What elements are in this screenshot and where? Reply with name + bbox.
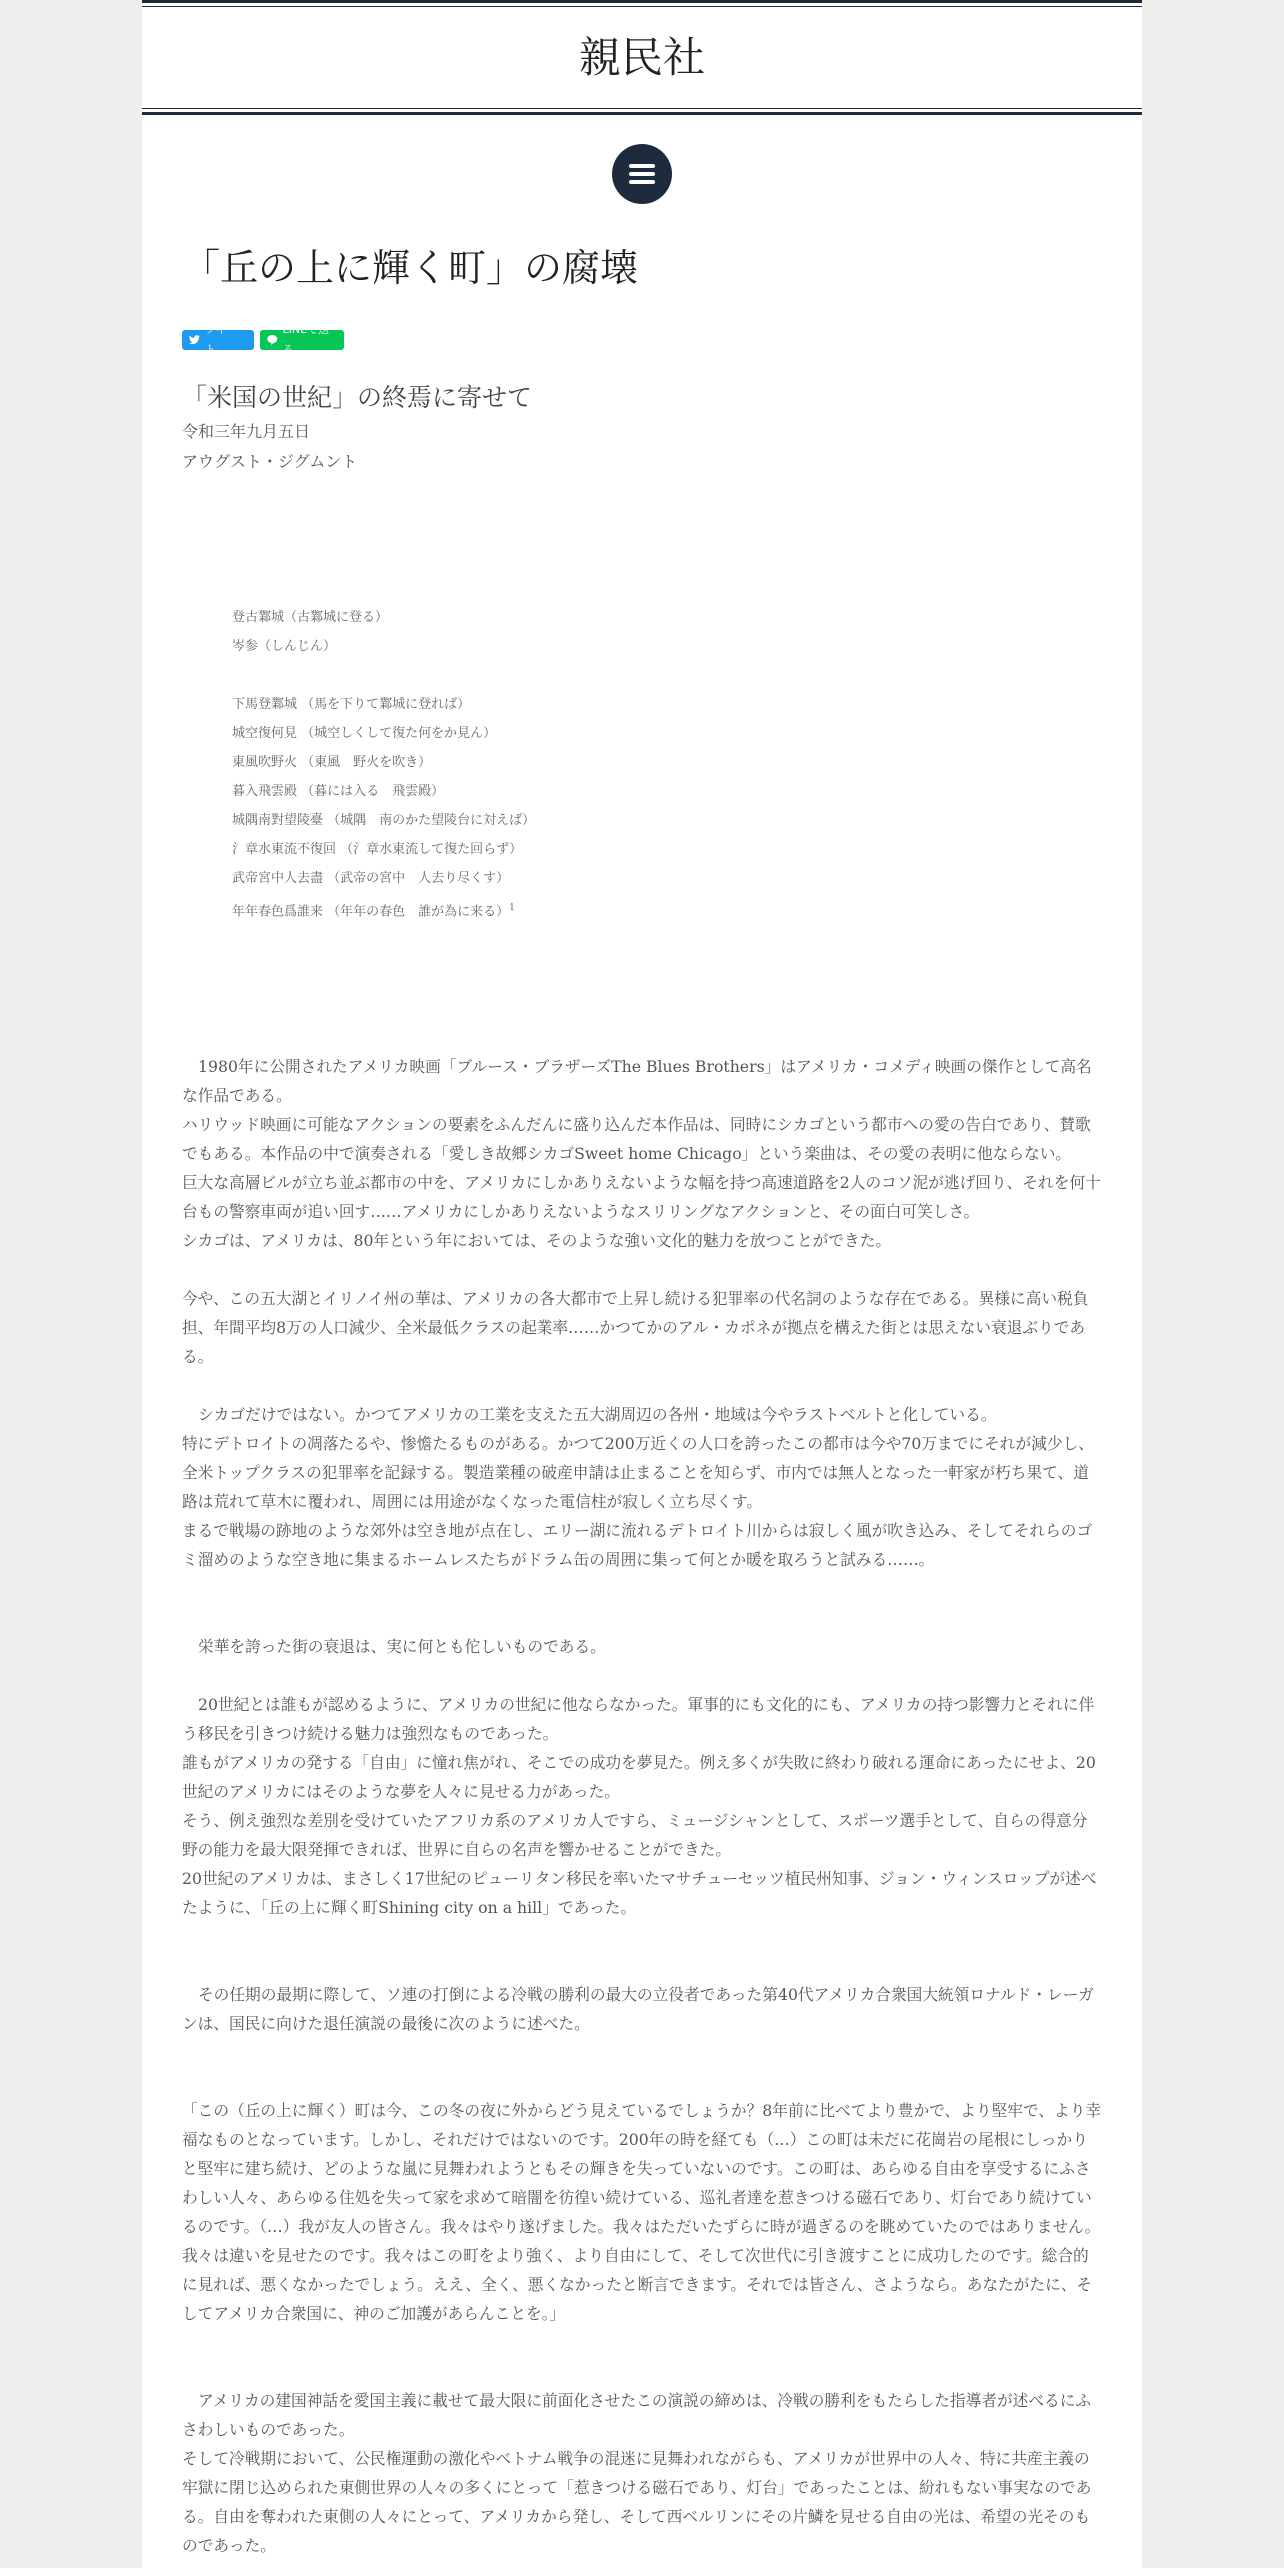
line-share-label: LINEで送る bbox=[282, 323, 330, 356]
hamburger-menu-icon-bar bbox=[629, 172, 655, 176]
site-header bbox=[142, 0, 1142, 116]
paragraph: そう、例え強烈な差別を受けていたアフリカ系のアメリカ人ですら、ミュージシャンとして、スポーツ選手として、自らの得意分野の能力を最大限発揮できれば、世界に自らの名声を響かせることができた。 bbox=[182, 1811, 1088, 1859]
site-title[interactable]: 親民社 bbox=[578, 33, 705, 82]
poem-line: 下馬登鄴城 （馬を下りて鄴城に登れば） bbox=[232, 697, 471, 712]
poem-line: 武帝宮中人去盡 （武帝の宮中 人去り尽くす） bbox=[232, 871, 510, 886]
poem-line: 岑参（しんじん） bbox=[232, 639, 337, 654]
header-bottom-rule bbox=[142, 112, 1142, 115]
poem-line: 年年春色爲誰来 （年年の春色 誰が為に来る） bbox=[232, 904, 510, 920]
paragraph: シカゴだけではない。かつてアメリカの工業を支えた五大湖周辺の各州・地域は今やラストベルトと化している。 bbox=[198, 1405, 997, 1424]
header-top-rule bbox=[142, 0, 1142, 3]
header-bottom-rule-thin bbox=[142, 108, 1142, 109]
line-chat-icon bbox=[266, 334, 279, 346]
paragraph: 巨大な高層ビルが立ち並ぶ都市の中を、アメリカにしかありえないような幅を持つ高速道路を2人のコソ泥が逃げ回り、それを何十台もの警察車両が追い回す……アメリカにしかありえないようなスリリングなアクションと、その面白可笑しさ。 bbox=[182, 1173, 1101, 1221]
article-title: 「丘の上に輝く町」の腐壊 bbox=[182, 246, 639, 290]
poem-line-last bbox=[232, 898, 515, 922]
article-date: 令和三年九月五日 bbox=[182, 422, 311, 441]
poem-line: 登古鄴城（古鄴城に登る） bbox=[232, 610, 389, 625]
tweet-label: ツイート bbox=[204, 323, 238, 356]
paragraph: 20世紀のアメリカは、まさしく17世紀のピューリタン移民を率いたマサチューセッツ植民州知事、ジョン・ウィンスロップが述べたように、「丘の上に輝く町Shining city on a hill」であった。 bbox=[182, 1869, 1097, 1917]
paragraph: そして冷戦期において、公民権運動の激化やベトナム戦争の混迷に見舞われながらも、アメリカが世界中の人々、特に共産主義の牢獄に閉じ込められた東側世界の人々の多くにとって「惹きつける磁石であり、灯台」であったことは、紛れもない事実なのである。自由を奪われた東側の人々にとって、アメリカから発し、そして西ベルリンにその片鱗を見せる自由の光は、希望の光そのものであった。 bbox=[182, 2449, 1092, 2555]
paragraph: アメリカの建国神話を愛国主義に載せて最大限に前面化させたこの演説の締めは、冷戦の勝利をもたらした指導者が述べるにふさわしいものであった。 bbox=[182, 2391, 1092, 2439]
hamburger-menu-icon bbox=[629, 164, 655, 168]
paragraph: まるで戦場の跡地のような郊外は空き地が点在し、エリー湖に流れるデトロイト川からは寂しく風が吹き込み、そしてそれらのゴミ溜めのような空き地に集まるホームレスたちがドラム缶の周囲に集って何とか暖を取ろうと試みる……。 bbox=[182, 1521, 1093, 1569]
paragraph: 誰もがアメリカの発する「自由」に憧れ焦がれ、そこでの成功を夢見た。例え多くが失敗に終わり破れる運命にあったにせよ、20世紀のアメリカにはそのような夢を人々に見せる力があった。 bbox=[182, 1753, 1096, 1801]
quote-paragraph: 「この（丘の上に輝く）町は今、この冬の夜に外からどう見えているでしょうか？8年前に比べてより豊かで、より堅牢で、より幸福なものとなっています。しかし、それだけではないのです。200年の時を経ても（…）この町は未だに花崗岩の尾根にしっかりと堅牢に建ち続け、どのような嵐に見舞われようともその輝きを失っていないのです。この町は、あらゆる自由を享受するにふさわしい人々、あらゆる住処を失って家を求めて暗闇を彷徨い続けている、巡礼者達を惹きつける磁石であり、灯台であり続けているのです。（…）我が友人の皆さん。我々はやり遂げました。我々はただいたずらに時が過ぎるのを眺めていたのではありません。我々は違いを見せたのです。我々はこの町をより強く、より自由にして、そして次世代に引き渡すことに成功したのです。総合的に見れば、悪くなかったでしょう。ええ、全く、悪くなかったと断言できます。それでは皆さん、さようなら。あなたがたに、そしてアメリカ合衆国に、神のご加護があらんことを。」 bbox=[182, 2101, 1102, 2323]
hamburger-menu-icon-bar bbox=[629, 180, 655, 184]
menu-button[interactable] bbox=[612, 144, 672, 204]
paragraph: 20世紀とは誰もが認めるように、アメリカの世紀に他ならなかった。軍事的にも文化的にも、アメリカの持つ影響力とそれに伴う移民を引きつけ続ける魅力は強烈なものであった。 bbox=[182, 1695, 1095, 1743]
poem-line: 城空復何見 （城空しくして復た何をか見ん） bbox=[232, 726, 497, 741]
paragraph: ハリウッド映画に可能なアクションの要素をふんだんに盛り込んだ本作品は、同時にシカゴという都市への愛の告白であり、賛歌でもある。本作品の中で演奏される「愛しき故郷シカゴSweet home Chicago」という楽曲は、その愛の表明に他ならない。 bbox=[182, 1115, 1091, 1163]
poem-line: 東風吹野火 （東風 野火を吹き） bbox=[232, 755, 432, 770]
tweet-button[interactable] bbox=[182, 323, 254, 356]
paragraph: 特にデトロイトの凋落たるや、惨憺たるものがある。かつて200万近くの人口を誇ったこの都市は今や70万までにそれが減少し、全米トップクラスの犯罪率を記録する。製造業種の破産申請は止まることを知らず、市内では無人となった一軒家が朽ち果て、道路は荒れて草木に覆われ、周囲には用途がなくなった電信柱が寂しく立ち尽くす。 bbox=[182, 1434, 1094, 1511]
header-top-rule-thin bbox=[142, 6, 1142, 7]
paragraph: 今や、この五大湖とイリノイ州の華は、アメリカの各大都市で上昇し続ける犯罪率の代名詞のような存在である。異様に高い税負担、年間平均8万の人口減少、全米最低クラスの起業率……かつてかのアル・カポネが拠点を構えた街とは思えない衰退ぶりである。 bbox=[182, 1289, 1089, 1366]
poem-line: 城隅南對望陵臺 （城隅 南のかた望陵台に対えば） bbox=[232, 813, 536, 828]
paragraph: シカゴは、アメリカは、80年という年においては、そのような強い文化的魅力を放つことができた。 bbox=[182, 1231, 892, 1250]
paragraph: 1980年に公開されたアメリカ映画「ブルース・ブラザーズThe Blues Brothers」はアメリカ・コメディ映画の傑作として高名な作品である。 bbox=[182, 1057, 1092, 1105]
article-subtitle: 「米国の世紀」の終焉に寄せて bbox=[182, 383, 533, 412]
paragraph: その任期の最期に際して、ソ連の打倒による冷戦の勝利の最大の立役者であった第40代アメリカ合衆国大統領ロナルド・レーガンは、国民に向けた退任演説の最後に次のように述べた。 bbox=[182, 1985, 1094, 2033]
poem-line: 暮入飛雲殿 （暮には入る 飛雲殿） bbox=[232, 784, 445, 799]
line-share-button[interactable] bbox=[260, 323, 344, 356]
page bbox=[142, 0, 1142, 2568]
poem-line: 氵章水東流不復回 （氵章水東流して復た回らず） bbox=[232, 842, 523, 857]
footnote-link[interactable]: 1 bbox=[509, 903, 515, 913]
article-author: アウグスト・ジグムント bbox=[182, 452, 358, 471]
twitter-bird-icon bbox=[188, 334, 201, 346]
paragraph: 栄華を誇った街の衰退は、実に何とも佗しいものである。 bbox=[198, 1637, 606, 1656]
